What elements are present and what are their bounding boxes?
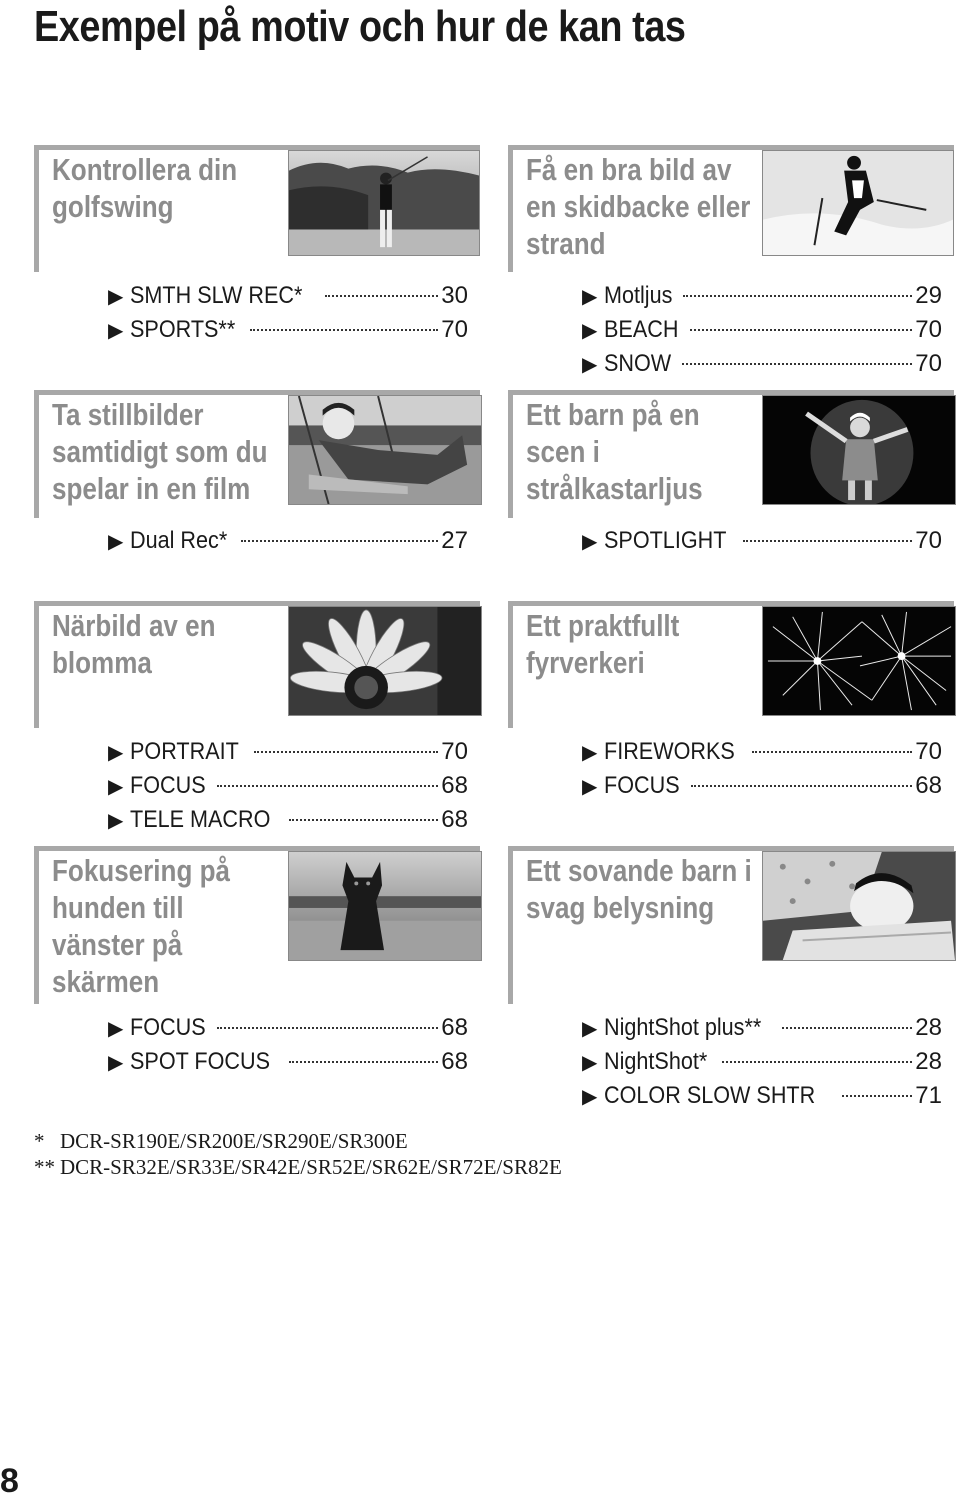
reference-item[interactable]: ▶ COLOR SLOW SHTR 71	[582, 1079, 942, 1113]
reference-list	[582, 1011, 942, 1113]
reference-list	[582, 735, 942, 803]
reference-item[interactable]: ▶ PORTRAIT 70	[108, 735, 468, 769]
scene-card-flower	[34, 601, 480, 728]
scene-title: Ett barn på en scen i strålkastarljus	[526, 397, 703, 506]
arrow-right-icon: ▶	[108, 742, 124, 764]
arrow-right-icon: ▶	[582, 1086, 598, 1108]
reference-list	[108, 524, 468, 558]
flower-photo	[288, 606, 482, 716]
arrow-right-icon: ▶	[108, 320, 124, 342]
reference-list	[108, 279, 468, 347]
reference-item[interactable]: ▶ TELE MACRO 68	[108, 803, 468, 837]
reference-list	[582, 524, 942, 558]
reference-item[interactable]: ▶ SPOT FOCUS 68	[108, 1045, 468, 1079]
scene-title: Få en bra bild av en skidbacke eller strand	[526, 152, 751, 261]
footnote: ** DCR-SR32E/SR33E/SR42E/SR52E/SR62E/SR72E/SR82E	[34, 1155, 562, 1179]
arrow-right-icon: ▶	[582, 742, 598, 764]
scene-card-ski	[508, 145, 954, 272]
arrow-right-icon: ▶	[582, 531, 598, 553]
fireworks-photo	[762, 606, 956, 716]
footnote: * DCR-SR190E/SR200E/SR290E/SR300E	[34, 1129, 408, 1153]
swing-child-photo	[288, 395, 482, 505]
reference-item[interactable]: ▶ FOCUS 68	[582, 769, 942, 803]
reference-list	[582, 279, 942, 381]
scene-title: Ett sovande barn i svag belysning	[526, 853, 752, 925]
scene-title: Kontrollera din golfswing	[52, 152, 238, 224]
reference-item[interactable]: ▶ FOCUS 68	[108, 769, 468, 803]
reference-item[interactable]: ▶ SPORTS** 70	[108, 313, 468, 347]
reference-list	[108, 1011, 468, 1079]
reference-item[interactable]: ▶ Dual Rec* 27	[108, 524, 468, 558]
reference-item[interactable]: ▶ BEACH 70	[582, 313, 942, 347]
arrow-right-icon: ▶	[582, 320, 598, 342]
scene-card-fireworks	[508, 601, 954, 728]
reference-item[interactable]: ▶ SMTH SLW REC* 30	[108, 279, 468, 313]
reference-item[interactable]: ▶ Motljus 29	[582, 279, 942, 313]
arrow-right-icon: ▶	[108, 1052, 124, 1074]
reference-list	[108, 735, 468, 837]
scene-card-sleeping-child	[508, 846, 954, 1004]
arrow-right-icon: ▶	[108, 810, 124, 832]
scene-card-spotlight	[508, 390, 954, 518]
skier-photo	[762, 150, 954, 256]
page-title: Exempel på motiv och hur de kan tas	[34, 2, 686, 51]
arrow-right-icon: ▶	[582, 1052, 598, 1074]
reference-item[interactable]: ▶ SPOTLIGHT 70	[582, 524, 942, 558]
reference-item[interactable]: ▶ NightShot* 28	[582, 1045, 942, 1079]
reference-item[interactable]: ▶ NightShot plus** 28	[582, 1011, 942, 1045]
reference-item[interactable]: ▶ FIREWORKS 70	[582, 735, 942, 769]
scene-title: Närbild av en blomma	[52, 608, 216, 680]
reference-item[interactable]: ▶ FOCUS 68	[108, 1011, 468, 1045]
golfer-photo	[288, 150, 480, 256]
arrow-right-icon: ▶	[108, 776, 124, 798]
dog-photo	[288, 851, 482, 961]
scene-card-golf	[34, 145, 480, 272]
scene-title: Ett praktfullt fyrverkeri	[526, 608, 680, 680]
arrow-right-icon: ▶	[582, 286, 598, 308]
scene-card-dog	[34, 846, 480, 1004]
arrow-right-icon: ▶	[582, 354, 598, 376]
scene-title: Ta stillbilder samtidigt som du spelar in en film	[52, 397, 268, 506]
scene-card-stills-while-filming	[34, 390, 480, 518]
arrow-right-icon: ▶	[108, 1018, 124, 1040]
reference-item[interactable]: ▶ SNOW 70	[582, 347, 942, 381]
arrow-right-icon: ▶	[108, 286, 124, 308]
page-number: 8	[0, 1462, 19, 1500]
footnotes	[34, 1128, 562, 1180]
sleeping-child-photo	[762, 851, 956, 961]
scene-title: Fokusering på hunden till vänster på skärmen	[52, 853, 230, 999]
arrow-right-icon: ▶	[582, 776, 598, 798]
arrow-right-icon: ▶	[108, 531, 124, 553]
arrow-right-icon: ▶	[582, 1018, 598, 1040]
spotlight-child-photo	[762, 395, 956, 505]
